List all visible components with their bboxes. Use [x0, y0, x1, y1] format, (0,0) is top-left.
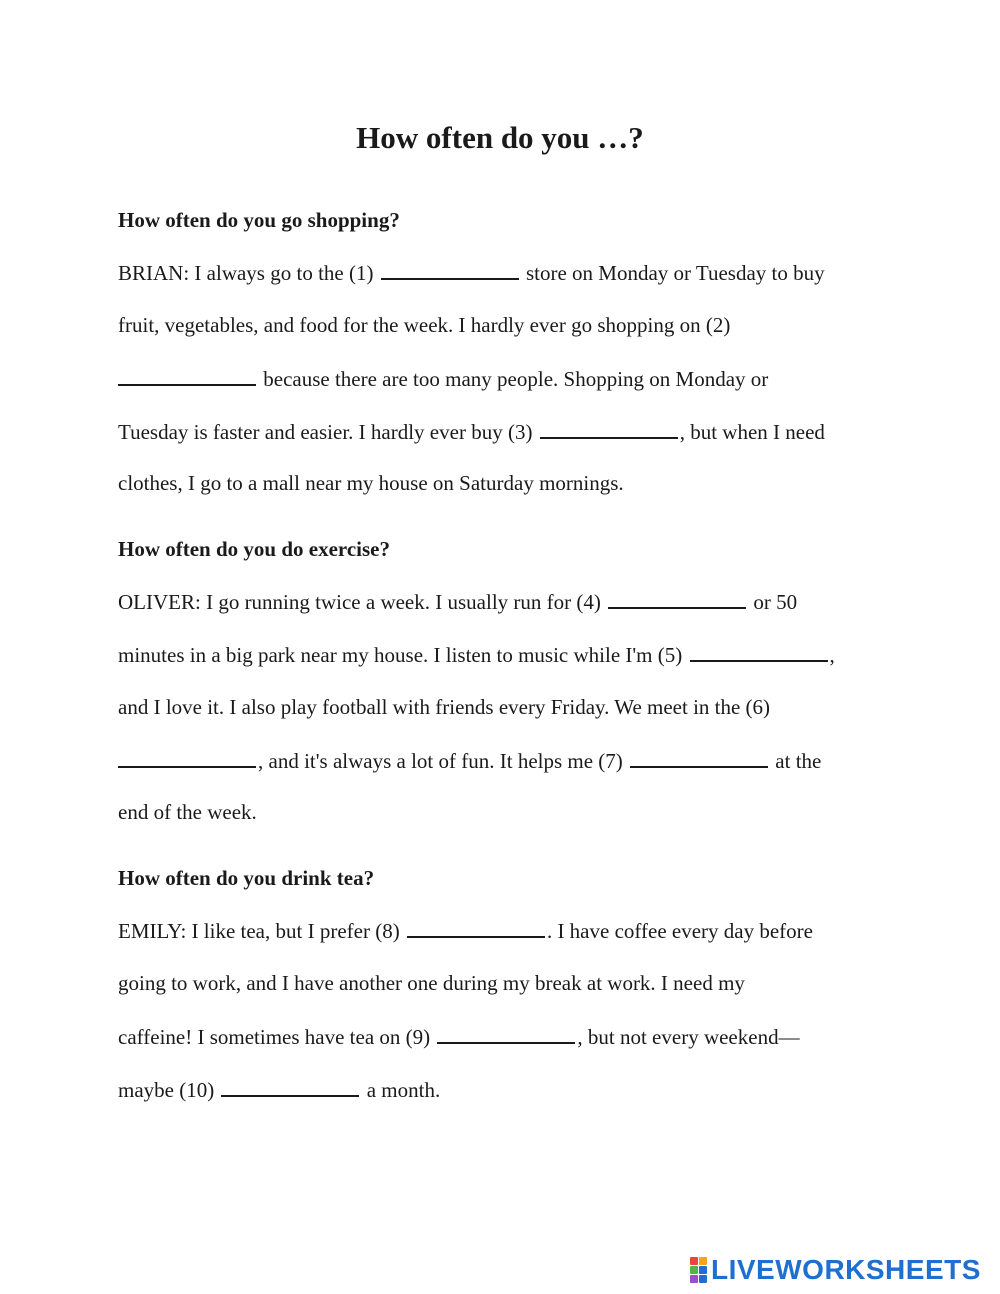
paragraph-line — [118, 640, 835, 668]
answer-blank-10[interactable] — [221, 1075, 359, 1097]
page-title: How often do you …? — [356, 120, 644, 155]
section-tea — [118, 864, 898, 1114]
answer-blank-1[interactable] — [381, 258, 519, 280]
line-text: because there are too many people. Shopping on Monday or — [258, 367, 769, 391]
answer-blank-6[interactable] — [118, 746, 256, 768]
section-heading: How often do you drink tea? — [118, 866, 375, 890]
logo-square — [690, 1257, 698, 1265]
paragraph-line — [118, 469, 624, 497]
line-text: fruit, vegetables, and food for the week. I hardly ever go shopping on (2) — [118, 313, 731, 337]
line-text: at the — [770, 749, 822, 773]
line-text: end of the week. — [118, 800, 257, 824]
line-text: or 50 — [748, 590, 798, 614]
line-text: EMILY: I like tea, but I prefer (8) — [118, 919, 405, 943]
line-text: , but when I need — [679, 420, 825, 444]
line-text: maybe (10) — [118, 1078, 220, 1102]
paragraph-line — [118, 417, 825, 445]
paragraph-line — [118, 1075, 440, 1103]
section-shopping — [118, 206, 898, 506]
paragraph-line — [118, 311, 730, 339]
line-text: caffeine! I sometimes have tea on (9) — [118, 1025, 436, 1049]
answer-blank-5[interactable] — [690, 640, 828, 662]
answer-blank-2[interactable] — [118, 364, 256, 386]
logo-square — [699, 1257, 707, 1265]
paragraph-line — [118, 798, 257, 826]
logo-square — [699, 1266, 707, 1274]
line-text: and I love it. I also play football with friends every Friday. We meet in the (6) — [118, 695, 771, 719]
paragraph-line — [118, 969, 745, 997]
line-text: store on Monday or Tuesday to buy — [520, 261, 825, 285]
logo-grid-icon — [690, 1257, 707, 1283]
section-heading: How often do you go shopping? — [118, 208, 400, 232]
logo-square — [690, 1266, 698, 1274]
line-text: Tuesday is faster and easier. I hardly ever buy (3) — [118, 420, 538, 444]
answer-blank-3[interactable] — [540, 417, 678, 439]
paragraph-line — [118, 693, 770, 721]
section-heading: How often do you do exercise? — [118, 537, 391, 561]
line-text: minutes in a big park near my house. I listen to music while I'm (5) — [118, 643, 688, 667]
logo-square — [690, 1275, 698, 1283]
paragraph-line — [118, 1022, 800, 1050]
section-exercise — [118, 535, 898, 835]
line-text: going to work, and I have another one during my break at work. I need my — [118, 971, 745, 995]
paragraph-line — [118, 916, 813, 944]
line-text: a month. — [361, 1078, 441, 1102]
liveworksheets-logo[interactable] — [690, 1255, 981, 1285]
line-text: clothes, I go to a mall near my house on Saturday mornings. — [118, 471, 624, 495]
answer-blank-8[interactable] — [407, 916, 545, 938]
paragraph-line — [118, 587, 797, 615]
line-text: . I have coffee every day before — [546, 919, 813, 943]
paragraph-line — [118, 746, 821, 774]
line-text: , but not every weekend— — [577, 1025, 800, 1049]
line-text: , and it's always a lot of fun. It helps me (7) — [258, 749, 629, 773]
answer-blank-7[interactable] — [630, 746, 768, 768]
answer-blank-4[interactable] — [608, 587, 746, 609]
line-text: BRIAN: I always go to the (1) — [118, 261, 379, 285]
line-text: OLIVER: I go running twice a week. I usually run for (4) — [118, 590, 607, 614]
line-text: , — [829, 643, 835, 667]
paragraph-line — [118, 258, 825, 286]
logo-text: LIVEWORKSHEETS — [711, 1254, 981, 1285]
paragraph-line — [118, 364, 768, 392]
answer-blank-9[interactable] — [437, 1022, 575, 1044]
logo-square — [699, 1275, 707, 1283]
